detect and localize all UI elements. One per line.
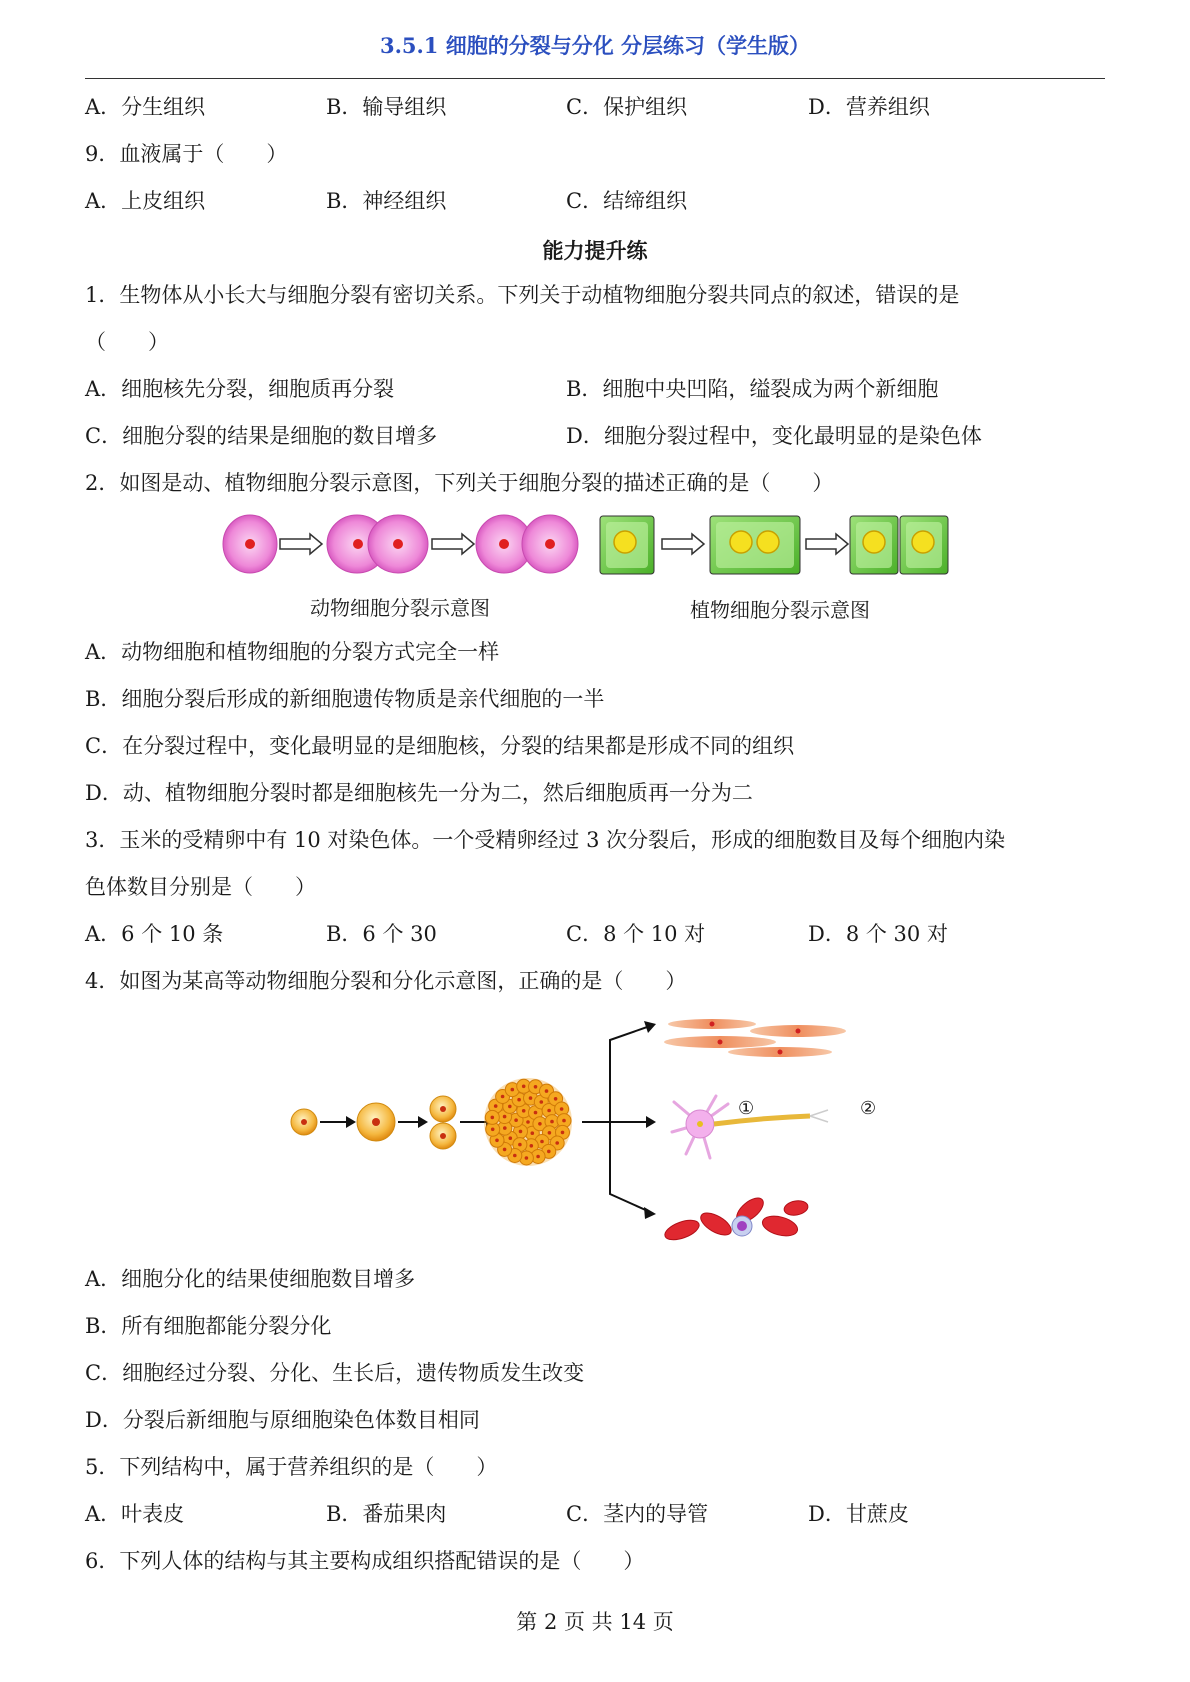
p6-stem: 6．下列人体的结构与其主要构成组织搭配错误的是（ ） [85,1549,645,1573]
header-rule [85,78,1105,79]
plant-division-caption: 植物细胞分裂示意图 [690,598,870,622]
p1-option-b: B．细胞中央凹陷，缢裂成为两个新细胞 [566,377,939,401]
page-footer: 第 2 页 共 14 页 [516,1610,674,1634]
p4-option-b: B．所有细胞都能分裂分化 [85,1314,332,1338]
p1-option-d: D．细胞分裂过程中，变化最明显的是染色体 [566,424,982,448]
p5-option-d: D．甘蔗皮 [808,1502,909,1526]
p2-option-d: D．动、植物细胞分裂时都是细胞核先一分为二，然后细胞质再一分为二 [85,781,753,805]
p1-option-a: A．细胞核先分裂，细胞质再分裂 [85,377,395,401]
differentiation-figure [280,1012,920,1252]
p4-option-d: D．分裂后新细胞与原细胞染色体数目相同 [85,1408,480,1432]
q9-stem: 9．血液属于（ ） [85,142,288,166]
q8-option-c: C．保护组织 [566,95,688,119]
p1-option-c: C．细胞分裂的结果是细胞的数目增多 [85,424,438,448]
p1-stem-line2: （ ） [85,330,169,354]
page-header-title: 3.5.1 细胞的分裂与分化 分层练习（学生版） [379,33,811,58]
figure-label-2: ② [860,1098,877,1119]
p3-stem-line2: 色体数目分别是（ ） [85,875,316,899]
p3-option-a: A．6 个 10 条 [85,922,224,946]
figure-label-1: ① [738,1098,755,1119]
p3-option-d: D．8 个 30 对 [808,922,948,946]
p5-option-b: B．番茄果肉 [326,1502,447,1526]
p4-option-c: C．细胞经过分裂、分化、生长后，遗传物质发生改变 [85,1361,585,1385]
p5-option-a: A．叶表皮 [85,1502,185,1526]
p3-option-c: C．8 个 10 对 [566,922,706,946]
p2-option-c: C．在分裂过程中，变化最明显的是细胞核，分裂的结果都是形成不同的组织 [85,734,795,758]
animal-division-caption: 动物细胞分裂示意图 [310,596,490,620]
q9-option-a: A．上皮组织 [85,189,206,213]
p2-option-a: A．动物细胞和植物细胞的分裂方式完全一样 [85,640,500,664]
q8-option-d: D．营养组织 [808,95,930,119]
p4-stem: 4．如图为某高等动物细胞分裂和分化示意图，正确的是（ ） [85,969,687,993]
q8-option-a: A．分生组织 [85,95,206,119]
q8-option-b: B．输导组织 [326,95,447,119]
p1-stem-line1: 1．生物体从小长大与细胞分裂有密切关系。下列关于动植物细胞分裂共同点的叙述，错误的是 [85,283,960,307]
cell-division-figure [210,512,970,592]
p2-option-b: B．细胞分裂后形成的新细胞遗传物质是亲代细胞的一半 [85,687,605,711]
p5-option-c: C．茎内的导管 [566,1502,709,1526]
p3-stem-line1: 3．玉米的受精卵中有 10 对染色体。一个受精卵经过 3 次分裂后，形成的细胞数目及每个细胞内染 [85,828,1006,852]
p2-stem: 2．如图是动、植物细胞分裂示意图，下列关于细胞分裂的描述正确的是（ ） [85,471,834,495]
p5-stem: 5．下列结构中，属于营养组织的是（ ） [85,1455,498,1479]
q9-option-c: C．结缔组织 [566,189,688,213]
p4-option-a: A．细胞分化的结果使细胞数目增多 [85,1267,416,1291]
q9-option-b: B．神经组织 [326,189,447,213]
section-title: 能力提升练 [542,239,648,263]
p3-option-b: B．6 个 30 [326,922,437,946]
